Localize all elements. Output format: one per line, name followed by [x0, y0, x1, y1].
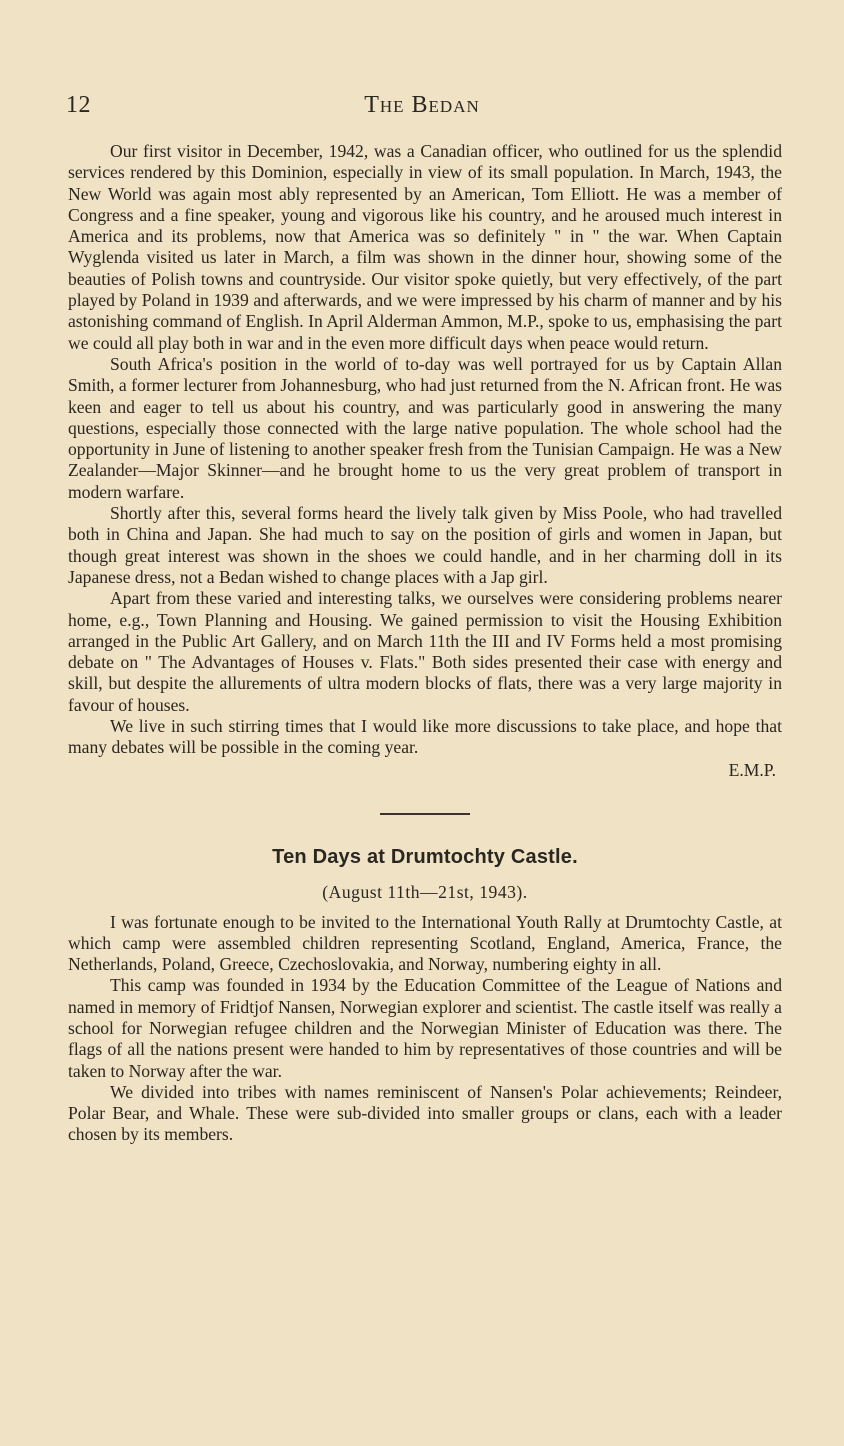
- paragraph: We divided into tribes with names reminiscent of Nansen's Polar achievements; Reindeer, Polar Bear, and Whale. These were sub-divided into smaller groups or clans, each with a leader chosen by its members.: [68, 1081, 782, 1145]
- running-title: The Bedan: [364, 92, 480, 118]
- paragraph: Apart from these varied and interesting talks, we ourselves were considering problems nearer home, e.g., Town Planning and Housing. We gained permission to visit the Housing Exhibition arranged in the Public Art Gallery, and on March 11th the III and IV Forms held a most promising debate on " The Advantages of Houses v. Flats." Both sides presented their case with energy and skill, but despite the allurements of ultra modern blocks of flats, there was a very large majority in favour of houses.: [68, 588, 782, 715]
- paragraph: This camp was founded in 1934 by the Education Committee of the League of Nations and named in memory of Fridtjof Nansen, Norwegian explorer and scientist. The castle itself was really a school for Norwegian refugee children and the Norwegian Minister of Education was there. The flags of all the nations present were handed to him by representatives of those countries and will be taken to Norway after the war.: [68, 975, 782, 1081]
- article-body: [68, 141, 782, 1146]
- paragraph: South Africa's position in the world of to-day was well portrayed for us by Captain Allan Smith, a former lecturer from Johannesburg, who had just returned from the N. African front. He was keen and eager to tell us about his country, and was particularly good in answering the many questions, especially those connected with the large native population. The whole school had the opportunity in June of listening to another speaker fresh from the Tunisian Campaign. He was a New Zealander—Major Skinner—and he brought home to us the very great problem of transport in modern warfare.: [68, 353, 782, 502]
- paragraph: I was fortunate enough to be invited to the International Youth Rally at Drumtochty Castle, at which camp were assembled children representing Scotland, England, America, France, the Netherlands, Poland, Greece, Czechoslovakia, and Norway, numbering eighty in all.: [68, 911, 782, 975]
- article-subtitle: (August 11th—21st, 1943).: [322, 882, 528, 903]
- author-signature: E.M.P.: [728, 759, 776, 780]
- paragraph: Shortly after this, several forms heard the lively talk given by Miss Poole, who had travelled both in China and Japan. She had much to say on the position of girls and women in Japan, but though great interest was shown in the shoes we could handle, and in her charming doll in its Japanese dress, not a Bedan wished to change places with a Jap girl.: [68, 503, 782, 587]
- section-divider: [380, 813, 470, 815]
- paragraph: We live in such stirring times that I would like more discussions to take place, and hope that many debates will be possible in the coming year.: [68, 716, 782, 758]
- paragraph: Our first visitor in December, 1942, was a Canadian officer, who outlined for us the splendid services rendered by this Dominion, especially in view of its small population. In March, 1943, the New World was again most ably represented by an American, Tom Elliott. He was a member of Congress and a fine speaker, young and vigorous like his country, and he aroused much interest in America and its problems, now that America was so definitely " in " the war. When Captain Wyglenda visited us later in March, a film was shown in the dinner hour, showing some of the beauties of Polish towns and countryside. Our visitor spoke quietly, but very effectively, of the part played by Poland in 1939 and afterwards, and we were impressed by his charm of manner and by his astonishing command of English. In April Alderman Ammon, M.P., spoke to us, emphasising the part we could all play both in war and in the even more difficult days when peace would return.: [68, 141, 782, 353]
- page-number: 12: [66, 92, 91, 118]
- article-title: Ten Days at Drumtochty Castle.: [272, 845, 578, 868]
